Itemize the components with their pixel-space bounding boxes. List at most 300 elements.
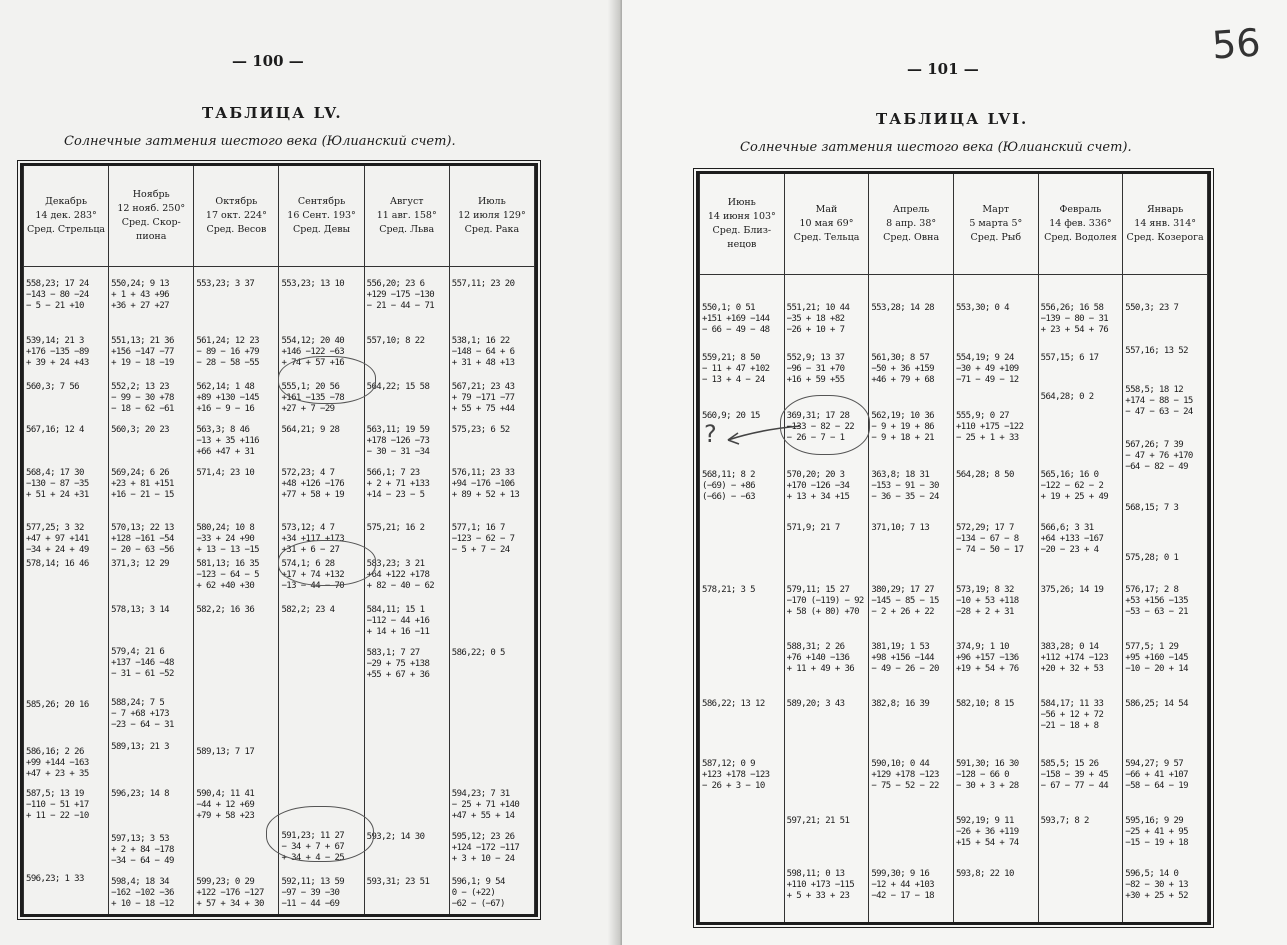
header-month: Январь (1147, 204, 1184, 215)
entry-date-time: 570,13; 22 13 (111, 523, 174, 533)
eclipse-entry (452, 832, 533, 864)
entry-coefficients: − 47 − 63 − 24 (1125, 406, 1193, 417)
header-date: 11 авг. 158° (376, 210, 437, 221)
entry-coefficients: −158 − 39 + 45 (1040, 769, 1109, 780)
header-date: 14 фев. 336° (1049, 218, 1112, 229)
entry-coefficients: +94 −176 −106 (451, 478, 515, 489)
entry-date-time: 556,20; 23 6 (366, 279, 425, 289)
entry-coefficients: +95 +160 −145 (1125, 652, 1188, 663)
eclipse-entry (1125, 816, 1206, 848)
header-month: Октябрь (215, 196, 258, 207)
header-month: Апрель (892, 204, 930, 215)
eclipse-entry (702, 585, 783, 596)
entry-date-time: 555,1; 20 56 (281, 382, 340, 392)
eclipse-entry (111, 279, 192, 311)
table-title-lv: ТАБЛИЦА LV. (202, 104, 343, 122)
entry-date-time: 554,19; 9 24 (955, 353, 1014, 363)
entry-coefficients: − 11 + 47 +102 (702, 363, 770, 374)
entry-coefficients: + 11 + 49 + 36 (786, 663, 855, 674)
entry-coefficients: −10 + 53 +118 (955, 595, 1019, 606)
entry-date-time: 567,16; 12 4 (26, 425, 84, 435)
entry-coefficients: +48 +126 −176 (281, 478, 345, 489)
entry-date-time: 578,13; 3 14 (111, 605, 169, 615)
entry-coefficients: −64 − 82 − 49 (1125, 461, 1188, 472)
entry-date-time: 553,23; 13 10 (281, 279, 345, 289)
eclipse-entry (26, 874, 107, 885)
eclipse-entry (1041, 642, 1122, 674)
entry-coefficients: −50 + 36 +159 (871, 363, 934, 374)
entry-coefficients: −13 − 44 − 70 (281, 580, 345, 591)
entry-date-time: 579,4; 21 6 (111, 647, 165, 657)
entry-coefficients: +47 + 55 + 14 (451, 810, 515, 821)
entry-date-time: 554,12; 20 40 (281, 336, 345, 346)
header-sign: Сред. Тельца (793, 232, 860, 243)
entry-date-time: 371,10; 7 13 (871, 523, 930, 533)
entry-date-time: 585,5; 15 26 (1040, 759, 1099, 769)
entry-coefficients: +79 + 58 +23 (196, 810, 255, 821)
entry-coefficients: − 74 − 50 − 17 (955, 544, 1024, 555)
entry-date-time: 569,24; 6 26 (111, 468, 169, 478)
entry-date-time: 371,3; 12 29 (111, 559, 169, 569)
eclipse-entry (956, 699, 1037, 710)
entry-date-time: 566,1; 7 23 (366, 468, 420, 478)
entry-coefficients: − 47 + 76 +170 (1125, 450, 1193, 461)
entry-coefficients: −34 + 24 + 49 (26, 544, 89, 555)
entry-date-time: 563,11; 19 59 (366, 425, 430, 435)
eclipse-entry (1041, 759, 1122, 791)
entry-coefficients: −34 − 64 − 49 (111, 855, 174, 866)
eclipse-entry (367, 605, 448, 637)
eclipse-table-lvi (696, 171, 1211, 925)
eclipse-entry (111, 698, 192, 730)
entry-date-time: 577,25; 3 32 (26, 523, 84, 533)
eclipse-entry (787, 353, 868, 385)
entry-coefficients: +151 +169 −144 (702, 313, 770, 324)
entry-coefficients: − 2 + 26 + 22 (871, 606, 934, 617)
entry-date-time: 552,2; 13 23 (111, 382, 169, 392)
eclipse-entry (26, 559, 107, 570)
entry-coefficients: + 2 + 71 +133 (366, 478, 430, 489)
entry-coefficients: + 10 − 18 −12 (111, 898, 174, 909)
entry-date-time: 568,4; 17 30 (26, 468, 84, 478)
eclipse-entry (871, 699, 952, 710)
entry-date-time: 383,28; 0 14 (1040, 642, 1099, 652)
entry-date-time: 598,11; 0 13 (786, 869, 845, 879)
entry-coefficients: +14 − 23 − 5 (366, 489, 425, 500)
entry-coefficients: −97 − 39 −30 (281, 887, 340, 898)
eclipse-entry (787, 523, 868, 534)
entry-coefficients: −13 + 35 +116 (196, 435, 259, 446)
entry-coefficients: −23 − 64 − 31 (111, 719, 174, 730)
eclipse-entry (196, 468, 277, 479)
header-date: 8 апр. 38° (886, 218, 937, 229)
eclipse-entry (1041, 585, 1122, 596)
entry-coefficients: + 34 + 4 − 25 (281, 852, 345, 863)
entry-date-time: 575,21; 16 2 (366, 523, 425, 533)
entry-coefficients: +55 + 67 + 36 (366, 669, 430, 680)
entry-date-time: 594,23; 7 31 (451, 789, 510, 799)
entry-coefficients: −21 − 18 + 8 (1040, 720, 1099, 731)
table-subtitle-lvi: Солнечные затмения шестого века (Юлианский счет). (740, 140, 1132, 155)
entry-coefficients: −56 + 12 + 72 (1040, 709, 1104, 720)
entry-date-time: 595,16; 9 29 (1125, 816, 1184, 826)
lv-column-3 (194, 267, 279, 915)
eclipse-entry (1125, 303, 1206, 314)
entry-date-time: 589,13; 7 17 (196, 747, 255, 757)
lv-column-2 (109, 267, 194, 915)
eclipse-entry (1125, 553, 1206, 564)
entry-coefficients: + 14 + 16 −11 (366, 626, 430, 637)
entry-date-time: 564,28; 8 50 (955, 470, 1014, 480)
entry-date-time: 363,8; 18 31 (871, 470, 930, 480)
entry-coefficients: −145 − 85 − 15 (871, 595, 939, 606)
eclipse-entry (1125, 385, 1206, 417)
header-month: Декабрь (45, 196, 88, 207)
entry-date-time: 580,24; 10 8 (196, 523, 255, 533)
entry-coefficients: −44 + 12 +69 (196, 799, 255, 810)
entry-date-time: 560,9; 20 15 (702, 411, 760, 421)
entry-coefficients: + 3 + 10 − 24 (451, 853, 515, 864)
eclipse-entry (111, 789, 192, 800)
header-sign: Сред. Весов (206, 224, 267, 235)
entry-coefficients: +123 +178 −123 (702, 769, 770, 780)
entry-date-time: 587,12; 0 9 (702, 759, 756, 769)
header-month: Июнь (727, 197, 756, 208)
header-date: 14 дек. 283° (35, 210, 97, 221)
eclipse-entry (1125, 869, 1206, 901)
entry-coefficients: −130 − 87 −35 (26, 478, 89, 489)
entry-coefficients: + 51 + 24 +31 (26, 489, 89, 500)
header-month: Сентябрь (297, 196, 346, 207)
entry-date-time: 571,9; 21 7 (786, 523, 840, 533)
entry-date-time: 571,4; 23 10 (196, 468, 255, 478)
entry-coefficients: − 18 − 62 −61 (111, 403, 174, 414)
ink-circle-annotation (266, 806, 374, 862)
entry-coefficients: −170 (−119) − 92 (786, 595, 864, 606)
entry-coefficients: −20 − 23 + 4 (1040, 544, 1099, 555)
eclipse-entry (196, 336, 277, 368)
entry-coefficients: − 75 − 52 − 22 (871, 780, 939, 791)
entry-coefficients: −30 + 49 +109 (955, 363, 1019, 374)
entry-date-time: 597,21; 21 51 (786, 816, 850, 826)
entry-coefficients: − 89 − 16 +79 (196, 346, 259, 357)
entry-coefficients: − 30 − 31 −34 (366, 446, 430, 457)
entry-coefficients: − 13 + 4 − 24 (702, 374, 765, 385)
eclipse-entry (1125, 585, 1206, 617)
entry-date-time: 579,11; 15 27 (786, 585, 850, 595)
table-subtitle-lv: Солнечные затмения шестого века (Юлианский счет). (64, 134, 456, 149)
entry-date-time: 578,14; 16 46 (26, 559, 89, 569)
entry-coefficients: −110 − 51 +17 (26, 799, 89, 810)
entry-date-time: 589,13; 21 3 (111, 742, 169, 752)
entry-coefficients: −139 − 80 − 31 (1040, 313, 1109, 324)
entry-coefficients: − 7 +68 +173 (111, 708, 169, 719)
entry-coefficients: + 1 + 43 +96 (111, 289, 169, 300)
entry-coefficients: −112 − 44 +16 (366, 615, 430, 626)
header-date: 12 июля 129° (458, 210, 526, 221)
eclipse-entry (1041, 816, 1122, 827)
entry-date-time: 374,9; 1 10 (955, 642, 1009, 652)
entry-date-time: 380,29; 17 27 (871, 585, 934, 595)
entry-date-time: 572,23; 4 7 (281, 468, 335, 478)
entry-date-time: 586,22; 0 5 (451, 648, 505, 658)
entry-coefficients: + 82 − 40 − 62 (366, 580, 435, 591)
entry-coefficients: + 89 + 52 + 13 (451, 489, 520, 500)
ink-circle-annotation (278, 356, 376, 404)
lv-column-1 (24, 267, 109, 915)
eclipse-entry (1041, 523, 1122, 555)
entry-date-time: 561,30; 8 57 (871, 353, 930, 363)
eclipse-entry (196, 559, 277, 591)
entry-coefficients: +36 + 27 +27 (111, 300, 169, 311)
entry-coefficients: (−69) − +86 (702, 480, 756, 491)
eclipse-entry (111, 877, 192, 909)
entry-coefficients: +20 + 32 + 53 (1040, 663, 1104, 674)
entry-coefficients: +53 +156 −135 (1125, 595, 1188, 606)
eclipse-entry (1041, 392, 1122, 403)
eclipse-entry (1041, 470, 1122, 502)
eclipse-entry (196, 382, 277, 414)
entry-date-time: 551,21; 10 44 (786, 303, 850, 313)
lv-header-5 (364, 166, 449, 267)
entry-coefficients: +137 −146 −48 (111, 657, 174, 668)
entry-date-time: 599,23; 0 29 (196, 877, 255, 887)
entry-coefficients: −53 − 63 − 21 (1125, 606, 1188, 617)
entry-date-time: 538,1; 16 22 (451, 336, 510, 346)
entry-coefficients: +124 −172 −117 (451, 842, 520, 853)
eclipse-entry (111, 336, 192, 368)
eclipse-entry (452, 789, 533, 821)
eclipse-entry (1041, 699, 1122, 731)
entry-date-time: 558,5; 18 12 (1125, 385, 1184, 395)
eclipse-entry (196, 523, 277, 555)
lvi-header-4 (953, 174, 1038, 275)
entry-coefficients: + 58 (+ 80) +70 (786, 606, 859, 617)
entry-date-time: 576,17; 2 8 (1125, 585, 1179, 595)
entry-date-time: 573,19; 8 32 (955, 585, 1014, 595)
header-sign: Сред. Рыб (970, 232, 1022, 243)
entry-date-time: 584,11; 15 1 (366, 605, 425, 615)
entry-coefficients: + 19 + 25 + 49 (1040, 491, 1109, 502)
eclipse-entry (871, 585, 952, 617)
entry-coefficients: + 62 +40 +30 (196, 580, 255, 591)
entry-coefficients: −15 − 19 + 18 (1125, 837, 1188, 848)
eclipse-entry (871, 411, 952, 443)
entry-coefficients: +176 −135 −89 (26, 346, 89, 357)
eclipse-entry (26, 382, 107, 393)
entry-date-time: 553,23; 3 37 (196, 279, 255, 289)
entry-coefficients: + 79 −171 −77 (451, 392, 515, 403)
entry-coefficients: +16 + 59 +55 (786, 374, 845, 385)
entry-date-time: 558,23; 17 24 (26, 279, 89, 289)
eclipse-entry (871, 642, 952, 674)
eclipse-entry (367, 559, 448, 591)
ink-circle-annotation (780, 395, 870, 455)
eclipse-entry (956, 642, 1037, 674)
entry-date-time: 599,30; 9 16 (871, 869, 930, 879)
eclipse-entry (787, 642, 868, 674)
entry-coefficients: + 19 − 18 −19 (111, 357, 174, 368)
entry-coefficients: − 49 − 26 − 20 (871, 663, 939, 674)
entry-date-time: 555,9; 0 27 (955, 411, 1009, 421)
eclipse-entry (956, 470, 1037, 481)
eclipse-entry (702, 699, 783, 710)
entry-coefficients: +89 +130 −145 (196, 392, 259, 403)
entry-coefficients: +99 +144 −163 (26, 757, 89, 768)
entry-coefficients: +156 −147 −77 (111, 346, 174, 357)
header-month: Ноябрь (132, 189, 170, 200)
entry-date-time: 596,5; 14 0 (1125, 869, 1179, 879)
eclipse-entry (1125, 346, 1206, 357)
entry-date-time: 550,1; 0 51 (702, 303, 756, 313)
eclipse-entry (787, 470, 868, 502)
lv-header-4 (279, 166, 364, 267)
eclipse-entry (452, 468, 533, 500)
entry-coefficients: −128 − 66 0 (955, 769, 1009, 780)
entry-date-time: 574,1; 6 28 (281, 559, 335, 569)
lv-header-1 (24, 166, 109, 267)
eclipse-entry (26, 700, 107, 711)
eclipse-entry (871, 303, 952, 314)
entry-coefficients: −123 − 62 − 7 (451, 533, 515, 544)
eclipse-entry (956, 303, 1037, 314)
entry-coefficients: −11 − 44 −69 (281, 898, 340, 909)
eclipse-entry (111, 834, 192, 866)
eclipse-entry (452, 877, 533, 909)
entry-date-time: 591,30; 16 30 (955, 759, 1019, 769)
entry-coefficients: − 28 − 58 −55 (196, 357, 259, 368)
eclipse-entry (367, 279, 448, 311)
entry-date-time: 564,21; 9 28 (281, 425, 340, 435)
entry-coefficients: + 13 + 34 +15 (786, 491, 850, 502)
lvi-column-1 (700, 275, 785, 923)
entry-coefficients: +47 + 97 +141 (26, 533, 89, 544)
eclipse-entry (196, 279, 277, 290)
entry-coefficients: −82 − 30 + 13 (1125, 879, 1188, 890)
entry-coefficients: −33 + 24 +90 (196, 533, 255, 544)
eclipse-entry (281, 877, 362, 909)
entry-date-time: 592,19; 9 11 (955, 816, 1014, 826)
entry-date-time: 553,28; 14 28 (871, 303, 934, 313)
entry-coefficients: +16 − 9 − 16 (196, 403, 255, 414)
entry-date-time: 560,3; 20 23 (111, 425, 169, 435)
entry-date-time: 375,26; 14 19 (1040, 585, 1104, 595)
entry-date-time: 597,13; 3 53 (111, 834, 169, 844)
eclipse-entry (787, 816, 868, 827)
eclipse-entry (111, 559, 192, 570)
entry-coefficients: +27 + 7 −29 (281, 403, 335, 414)
entry-date-time: 553,30; 0 4 (955, 303, 1009, 313)
entry-coefficients: − 30 + 3 + 28 (955, 780, 1019, 791)
eclipse-entry (1041, 303, 1122, 335)
eclipse-entry (956, 585, 1037, 617)
entry-coefficients: +47 + 23 + 35 (26, 768, 89, 779)
entry-coefficients: + 57 + 34 + 30 (196, 898, 264, 909)
entry-date-time: 381,19; 1 53 (871, 642, 930, 652)
entry-date-time: 589,20; 3 43 (786, 699, 845, 709)
eclipse-entry (281, 425, 362, 436)
entry-coefficients: +110 +173 −115 (786, 879, 855, 890)
entry-coefficients: −71 − 49 − 12 (955, 374, 1019, 385)
entry-date-time: 588,24; 7 5 (111, 698, 165, 708)
eclipse-entry (1125, 503, 1206, 514)
entry-coefficients: +128 −161 −54 (111, 533, 174, 544)
lvi-header-3 (869, 174, 954, 275)
entry-date-time: 561,24; 12 23 (196, 336, 259, 346)
entry-date-time: 573,12; 4 7 (281, 523, 335, 533)
entry-coefficients: − 26 − 7 − 1 (786, 432, 845, 443)
entry-date-time: 583,23; 3 21 (366, 559, 425, 569)
eclipse-entry (1041, 353, 1122, 364)
entry-date-time: 594,27; 9 57 (1125, 759, 1184, 769)
entry-coefficients: +161 −135 −78 (281, 392, 345, 403)
entry-date-time: 590,4; 11 41 (196, 789, 255, 799)
entry-date-time: 593,31; 23 51 (366, 877, 430, 887)
entry-date-time: 562,14; 1 48 (196, 382, 255, 392)
entry-date-time: 572,29; 17 7 (955, 523, 1014, 533)
entry-date-time: 550,3; 23 7 (1125, 303, 1179, 313)
eclipse-entry (281, 468, 362, 500)
entry-date-time: 586,25; 14 54 (1125, 699, 1188, 709)
eclipse-entry (196, 605, 277, 616)
entry-date-time: 560,3; 7 56 (26, 382, 80, 392)
entry-coefficients: +34 +117 +173 (281, 533, 345, 544)
header-date: 5 марта 5° (969, 218, 1023, 229)
entry-date-time: 563,3; 8 46 (196, 425, 250, 435)
entry-coefficients: +15 + 54 + 74 (955, 837, 1019, 848)
lvi-header-1 (700, 174, 785, 275)
lvi-column-2 (784, 275, 869, 923)
entry-date-time: 583,1; 7 27 (366, 648, 420, 658)
left-page (0, 0, 622, 945)
entry-coefficients: −10 − 20 + 14 (1125, 663, 1188, 674)
eclipse-entry (871, 759, 952, 791)
entry-coefficients: +64 +133 −167 (1040, 533, 1104, 544)
entry-coefficients: −123 − 64 − 5 (196, 569, 259, 580)
entry-date-time: 578,21; 3 5 (702, 585, 756, 595)
entry-date-time: 591,23; 11 27 (281, 831, 345, 841)
eclipse-entry (111, 523, 192, 555)
entry-coefficients: − 31 − 61 −52 (111, 668, 174, 679)
eclipse-entry (196, 747, 277, 758)
entry-coefficients: +170 −126 −34 (786, 480, 850, 491)
entry-date-time: 596,23; 14 8 (111, 789, 169, 799)
entry-coefficients: +64 +122 +178 (366, 569, 430, 580)
entry-date-time: 576,11; 23 33 (451, 468, 515, 478)
entry-date-time: 575,23; 6 52 (451, 425, 510, 435)
eclipse-entry (111, 647, 192, 679)
eclipse-entry (111, 382, 192, 414)
entry-date-time: 562,19; 10 36 (871, 411, 934, 421)
entry-coefficients: −153 − 91 − 30 (871, 480, 939, 491)
eclipse-entry (111, 468, 192, 500)
lvi-column-4 (953, 275, 1038, 923)
entry-coefficients: −12 + 44 +103 (871, 879, 934, 890)
header-sign: Сред. Овна (883, 232, 940, 243)
header-month: Май (815, 204, 838, 215)
eclipse-entry (702, 470, 783, 502)
entry-date-time: 582,2; 23 4 (281, 605, 335, 615)
entry-coefficients: +23 + 81 +151 (111, 478, 174, 489)
entry-coefficients: −143 − 80 −24 (26, 289, 89, 300)
header-month: Март (982, 204, 1010, 215)
entry-coefficients: + 74 + 57 +16 (281, 357, 345, 368)
entry-coefficients: +178 −126 −73 (366, 435, 430, 446)
entry-coefficients: − 5 − 21 +10 (26, 300, 84, 311)
header-sign: Сред. Льва (379, 224, 435, 235)
entry-date-time: 568,11; 8 2 (702, 470, 756, 480)
eclipse-entry (787, 303, 868, 335)
